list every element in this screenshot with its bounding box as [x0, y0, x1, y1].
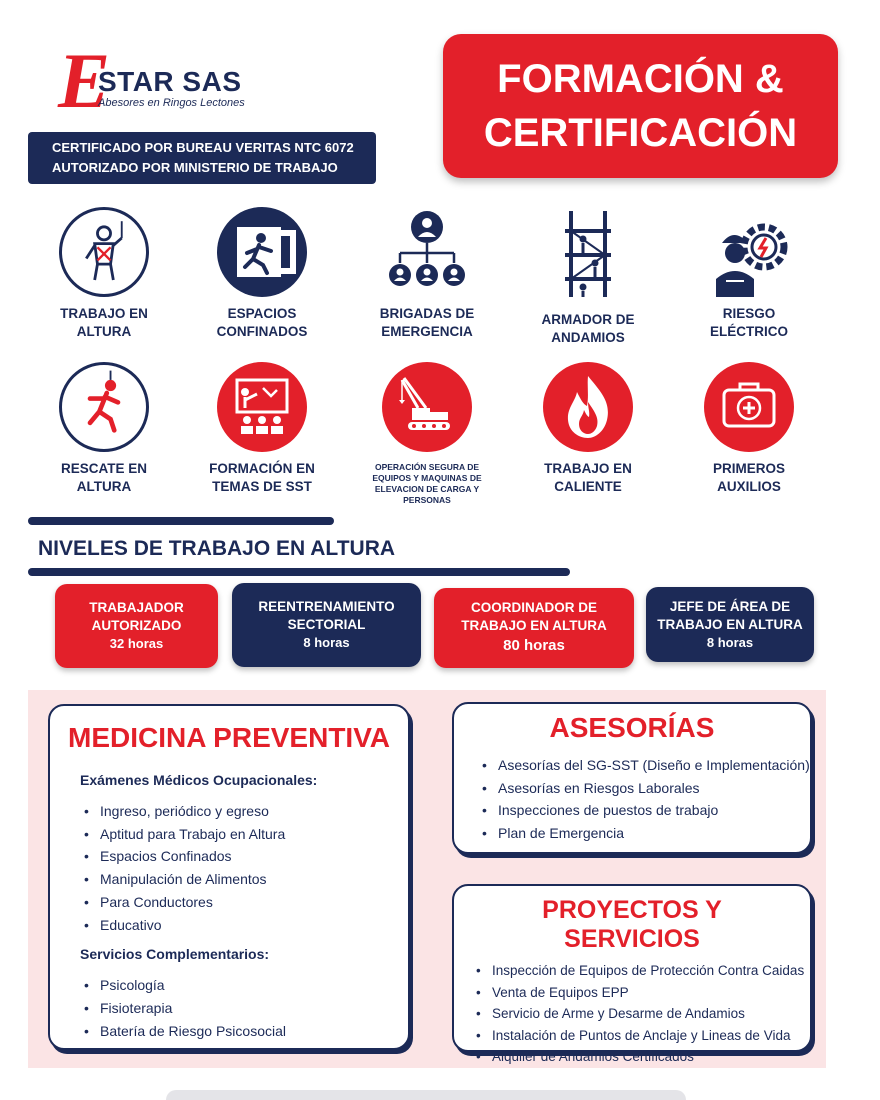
list-item: • Inspecciones de puestos de trabajo: [480, 799, 810, 822]
proyectos-card: [452, 884, 812, 1064]
level-title: COORDINADOR DE TRABAJO EN ALTURA: [461, 600, 607, 633]
course-item: [669, 207, 829, 341]
course-item: [182, 207, 342, 341]
electrician-gear-icon: [704, 207, 794, 297]
list-item: • Servicio de Arme y Desarme de Andamios: [474, 1003, 810, 1025]
list-item: • Para Conductores: [82, 891, 408, 914]
footer-bar: [166, 1090, 686, 1100]
course-label: OPERACIÓN SEGURA DE EQUIPOS Y MAQUINAS DE ELEVACION DE CARGA Y PERSONAS: [372, 462, 482, 505]
headline-line-1: FORMACIÓN &: [497, 57, 784, 101]
level-hours: 80 horas: [503, 637, 565, 654]
falling-worker-icon: [59, 362, 149, 452]
headline-banner: [443, 34, 838, 178]
course-label: ARMADOR DE ANDAMIOS: [541, 312, 635, 345]
levels-section-title: NIVELES DE TRABAJO EN ALTURA: [38, 537, 396, 560]
medicina-card: [48, 704, 410, 1050]
divider-bar: [28, 568, 570, 576]
course-item: [24, 207, 184, 341]
list-item: • Espacios Confinados: [82, 845, 408, 868]
list-item: • Aptitud para Trabajo en Altura: [82, 823, 408, 846]
list-item: • Manipulación de Alimentos: [82, 868, 408, 891]
crane-icon: [382, 362, 472, 452]
asesorias-title: ASESORÍAS: [549, 712, 715, 743]
level-hours: 32 horas: [109, 636, 164, 651]
logo-letter: E: [58, 37, 111, 124]
course-item: [508, 362, 668, 496]
course-label: PRIMEROS AUXILIOS: [712, 461, 785, 494]
exams-list: [82, 800, 408, 936]
course-label: RIESGO ELÉCTRICO: [709, 306, 788, 339]
org-chart-people-icon: [382, 207, 472, 297]
course-item: [508, 207, 668, 347]
list-item: • Ingreso, periódico y egreso: [82, 800, 408, 823]
level-card: [232, 583, 421, 667]
course-item: [347, 207, 507, 341]
scaffold-icon: [543, 207, 633, 297]
course-label: BRIGADAS DE EMERGENCIA: [379, 306, 475, 339]
asesorias-list: [480, 754, 810, 845]
first-aid-kit-icon: [704, 362, 794, 452]
complementary-list: [82, 974, 408, 1042]
level-title: REENTRENAMIENTO SECTORIAL: [258, 599, 395, 632]
headline-line-2: CERTIFICACIÓN: [483, 111, 798, 155]
certification-banner: [28, 132, 376, 184]
course-item: [182, 362, 342, 496]
list-item: • Asesorías del SG-SST (Diseño e Implementación): [480, 754, 810, 777]
company-tagline: Abesores en Ringos Lectones: [98, 97, 245, 109]
proyectos-title: PROYECTOS Y SERVICIOS: [542, 896, 722, 953]
course-label: FORMACIÓN EN TEMAS DE SST: [209, 461, 315, 494]
divider-bar: [28, 517, 334, 525]
list-item: • Fisioterapia: [82, 997, 408, 1020]
course-item: [669, 362, 829, 496]
list-item: • Instalación de Puntos de Anclaje y Lineas de Vida: [474, 1025, 810, 1047]
list-item: • Venta de Equipos EPP: [474, 982, 810, 1004]
proyectos-list: [474, 960, 810, 1068]
list-item: • Inspección de Equipos de Protección Contra Caidas: [474, 960, 810, 982]
list-item: • Educativo: [82, 914, 408, 937]
authorization-line: AUTORIZADO POR MINISTERIO DE TRABAJO: [52, 160, 338, 175]
course-label: ESPACIOS CONFINADOS: [216, 306, 308, 339]
course-item: [24, 362, 184, 496]
level-card: [55, 584, 218, 668]
harness-worker-icon: [59, 207, 149, 297]
list-item: • Batería de Riesgo Psicosocial: [82, 1020, 408, 1043]
medicina-subtitle-complementary: Servicios Complementarios:: [80, 946, 270, 963]
company-name: STAR SAS: [98, 66, 242, 97]
course-label: TRABAJO EN CALIENTE: [544, 461, 632, 494]
medicina-subtitle-exams: Exámenes Médicos Ocupacionales:: [80, 772, 318, 788]
level-card: [646, 587, 814, 662]
level-card: [434, 588, 634, 668]
list-item: • Alquiler de Andamios Certificados: [474, 1046, 810, 1068]
flame-icon: [543, 362, 633, 452]
company-logo: [58, 37, 278, 124]
course-item: [347, 362, 507, 506]
medicina-title: MEDICINA PREVENTIVA: [68, 722, 391, 753]
classroom-icon: [217, 362, 307, 452]
level-hours: 8 horas: [706, 635, 754, 650]
list-item: • Plan de Emergencia: [480, 822, 810, 845]
level-title: TRABAJADOR AUTORIZADO: [89, 600, 184, 633]
level-hours: 8 horas: [303, 635, 350, 650]
certification-line: CERTIFICADO POR BUREAU VERITAS NTC 6072: [52, 140, 354, 155]
confined-space-icon: [217, 207, 307, 297]
asesorias-card: [452, 702, 812, 854]
course-label: RESCATE EN ALTURA: [60, 461, 147, 494]
list-item: • Asesorías en Riesgos Laborales: [480, 777, 810, 800]
list-item: • Psicología: [82, 974, 408, 997]
course-label: TRABAJO EN ALTURA: [60, 306, 148, 339]
level-title: JEFE DE ÁREA DE TRABAJO EN ALTURA: [657, 599, 803, 632]
